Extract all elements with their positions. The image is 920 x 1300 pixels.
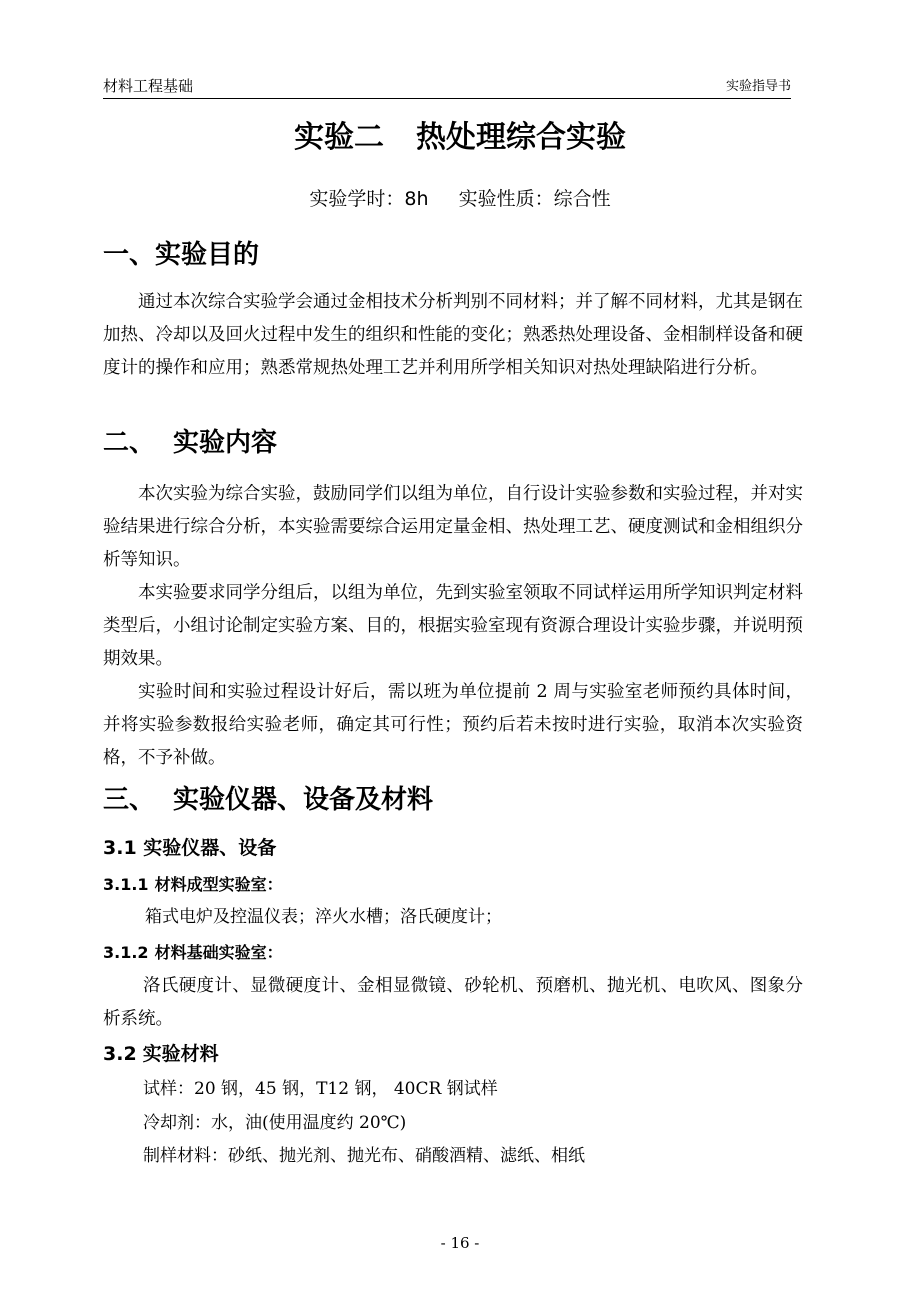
header-course-name: 材料工程基础 [103, 77, 194, 95]
section-heading-purpose [103, 237, 259, 273]
materials-coolant: 冷却剂：水，油(使用温度约 20℃) [143, 1113, 407, 1133]
section-number: 三、 [103, 785, 156, 815]
section-title: 实验目的 [155, 240, 260, 270]
page-title [0, 117, 920, 159]
experiment-nature: 实验性质：综合性 [458, 188, 611, 210]
section-number: 二、 [103, 428, 156, 458]
header-doc-type: 实验指导书 [725, 79, 791, 94]
materials-prep: 制样材料：砂纸、抛光剂、抛光布、硝酸酒精、滤纸、相纸 [143, 1146, 585, 1166]
section-heading-equipment [103, 782, 433, 818]
subsection-heading-instruments: 3.1 实验仪器、设备 [103, 837, 277, 859]
materials-samples: 试样：20 钢，45 钢，T12 钢， 40CR 钢试样 [143, 1079, 498, 1099]
content-paragraph-1: 本次实验为综合实验，鼓励同学们以组为单位，自行设计实验参数和实验过程，并对实验结果进行综合分析，本实验需要综合运用定量金相、热处理工艺、硬度测试和金相组织分析等知识。 [103, 484, 803, 570]
experiment-meta [0, 185, 920, 213]
page-number: - 16 - [440, 1234, 480, 1252]
basic-lab-equipment: 洛氏硬度计、显微硬度计、金相显微镜、砂轮机、预磨机、抛光机、电吹风、图象分析系统。 [103, 976, 803, 1029]
subsubsection-title: 材料成型实验室： [154, 875, 283, 894]
subsubsection-number: 3.1.2 [103, 943, 149, 962]
subsection-number: 3.2 [103, 1043, 137, 1065]
content-paragraph-3: 实验时间和实验过程设计好后，需以班为单位提前 2 周与实验室老师预约具体时间，并将实验参数报给实验老师，确定其可行性；预约后若未按时进行实验，取消本次实验资格，不予补做。 [103, 682, 803, 768]
section-heading-content [103, 425, 277, 461]
subsubsection-title: 材料基础实验室： [154, 943, 283, 962]
forming-lab-equipment: 箱式电炉及控温仪表；淬火水槽；洛氏硬度计； [145, 907, 502, 927]
section-title: 实验仪器、设备及材料 [173, 785, 434, 815]
experiment-hours: 实验学时：8h [309, 188, 429, 210]
page-header [103, 76, 791, 99]
subsubsection-heading-forming-lab [103, 873, 283, 897]
title-experiment-number: 实验二 [294, 120, 384, 155]
subsubsection-heading-basic-lab [103, 941, 283, 965]
subsection-heading-materials [103, 1040, 219, 1068]
subsection-title: 实验材料 [142, 1043, 219, 1065]
purpose-paragraph: 通过本次综合实验学会通过金相技术分析判别不同材料；并了解不同材料，尤其是钢在加热、冷却以及回火过程中发生的组织和性能的变化；熟悉热处理设备、金相制样设备和硬度计的操作和应用；熟悉常规热处理工艺并利用所学相关知识对热处理缺陷进行分析。 [103, 292, 803, 378]
title-experiment-name: 热处理综合实验 [416, 120, 626, 155]
section-number: 一、 [103, 240, 156, 270]
content-paragraph-2: 本实验要求同学分组后，以组为单位，先到实验室领取不同试样运用所学知识判定材料类型后，小组讨论制定实验方案、目的，根据实验室现有资源合理设计实验步骤，并说明预期效果。 [103, 583, 803, 669]
section-title: 实验内容 [173, 428, 278, 458]
subsubsection-number: 3.1.1 [103, 875, 149, 894]
